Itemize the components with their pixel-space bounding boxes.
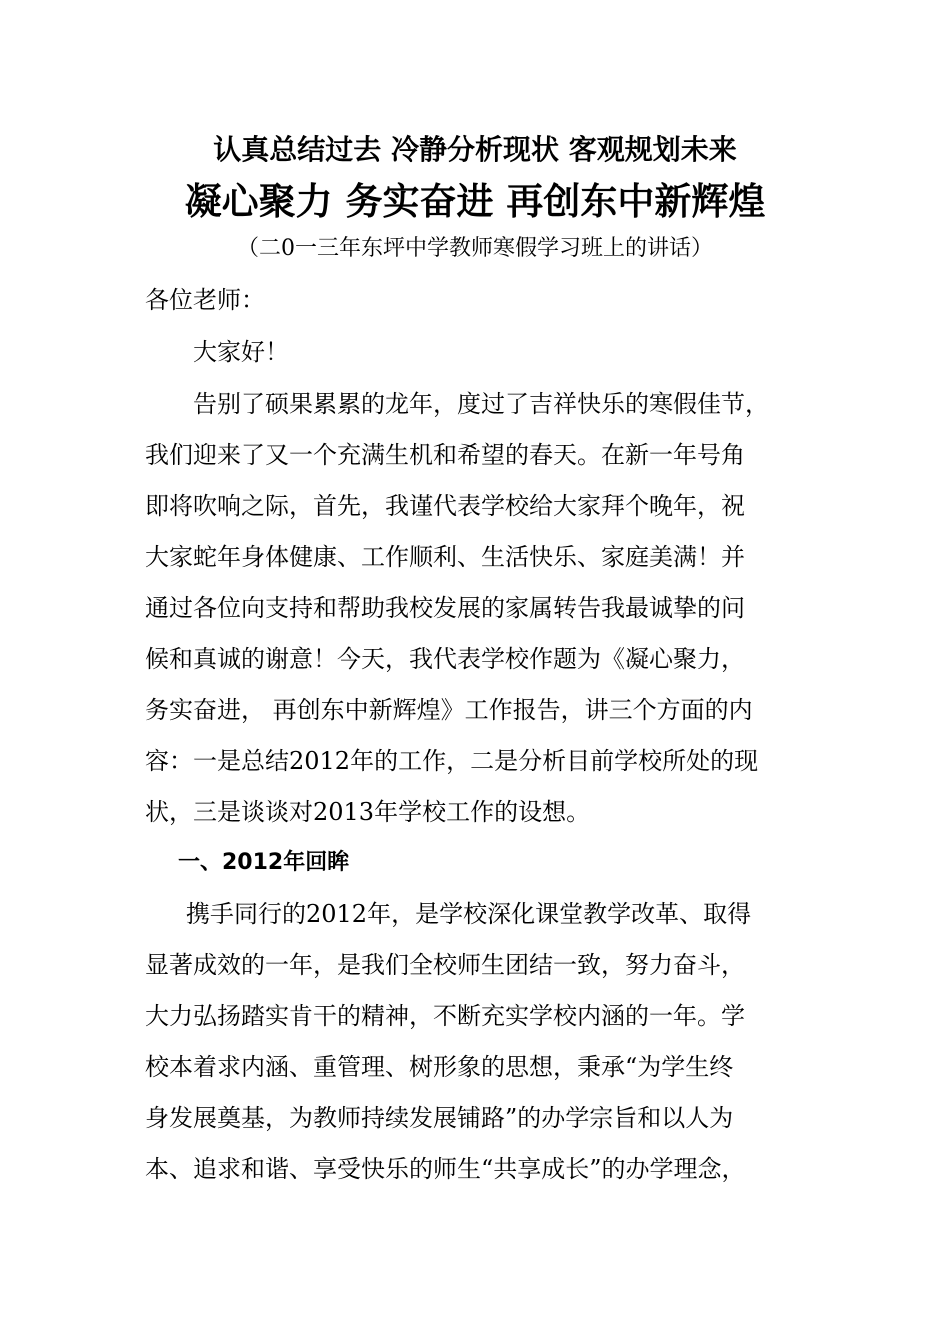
document-title-line-1: 认真总结过去 冷静分析现状 客观规划未来	[213, 133, 737, 166]
paragraph-1-line: 候和真诚的谢意！今天，我代表学校作题为《凝心聚力，	[145, 645, 745, 673]
document-title-line-2: 凝心聚力 务实奋进 再创东中新辉煌	[184, 180, 766, 223]
paragraph-1-line: 容：一是总结2012年的工作，二是分析目前学校所处的现	[145, 747, 759, 775]
paragraph-2-line: 校本着求内涵、重管理、树形象的思想，秉承“为学生终	[145, 1053, 734, 1081]
paragraph-2-line: 身发展奠基，为教师持续发展铺路”的办学宗旨和以人为	[145, 1104, 734, 1132]
section-heading-2012-review: 一、2012年回眸	[178, 850, 350, 875]
document-subtitle: （二0一三年东坪中学教师寒假学习班上的讲话）	[237, 236, 713, 261]
paragraph-1-line: 大家蛇年身体健康、工作顺利、生活快乐、家庭美满！并	[145, 543, 745, 571]
paragraph-2-line: 携手同行的2012年，是学校深化课堂教学改革、取得	[186, 900, 752, 928]
salutation: 各位老师：	[145, 286, 265, 314]
paragraph-1-line: 即将吹响之际，首先，我谨代表学校给大家拜个晚年，祝	[145, 492, 745, 520]
paragraph-1-line: 告别了硕果累累的龙年，度过了吉祥快乐的寒假佳节，	[193, 390, 769, 418]
paragraph-1-line: 状，三是谈谈对2013年学校工作的设想。	[145, 798, 591, 826]
paragraph-2-line: 本、追求和谐、享受快乐的师生“共享成长”的办学理念，	[145, 1155, 746, 1183]
greeting: 大家好！	[193, 338, 289, 366]
paragraph-2-line: 显著成效的一年，是我们全校师生团结一致，努力奋斗，	[145, 951, 745, 979]
paragraph-1-line: 务实奋进， 再创东中新辉煌》工作报告，讲三个方面的内	[145, 696, 753, 724]
paragraph-2-line: 大力弘扬踏实肯干的精神，不断充实学校内涵的一年。学	[145, 1002, 745, 1030]
paragraph-1-line: 通过各位向支持和帮助我校发展的家属转告我最诚挚的问	[145, 594, 745, 622]
paragraph-1-line: 我们迎来了又一个充满生机和希望的春天。在新一年号角	[145, 441, 745, 469]
